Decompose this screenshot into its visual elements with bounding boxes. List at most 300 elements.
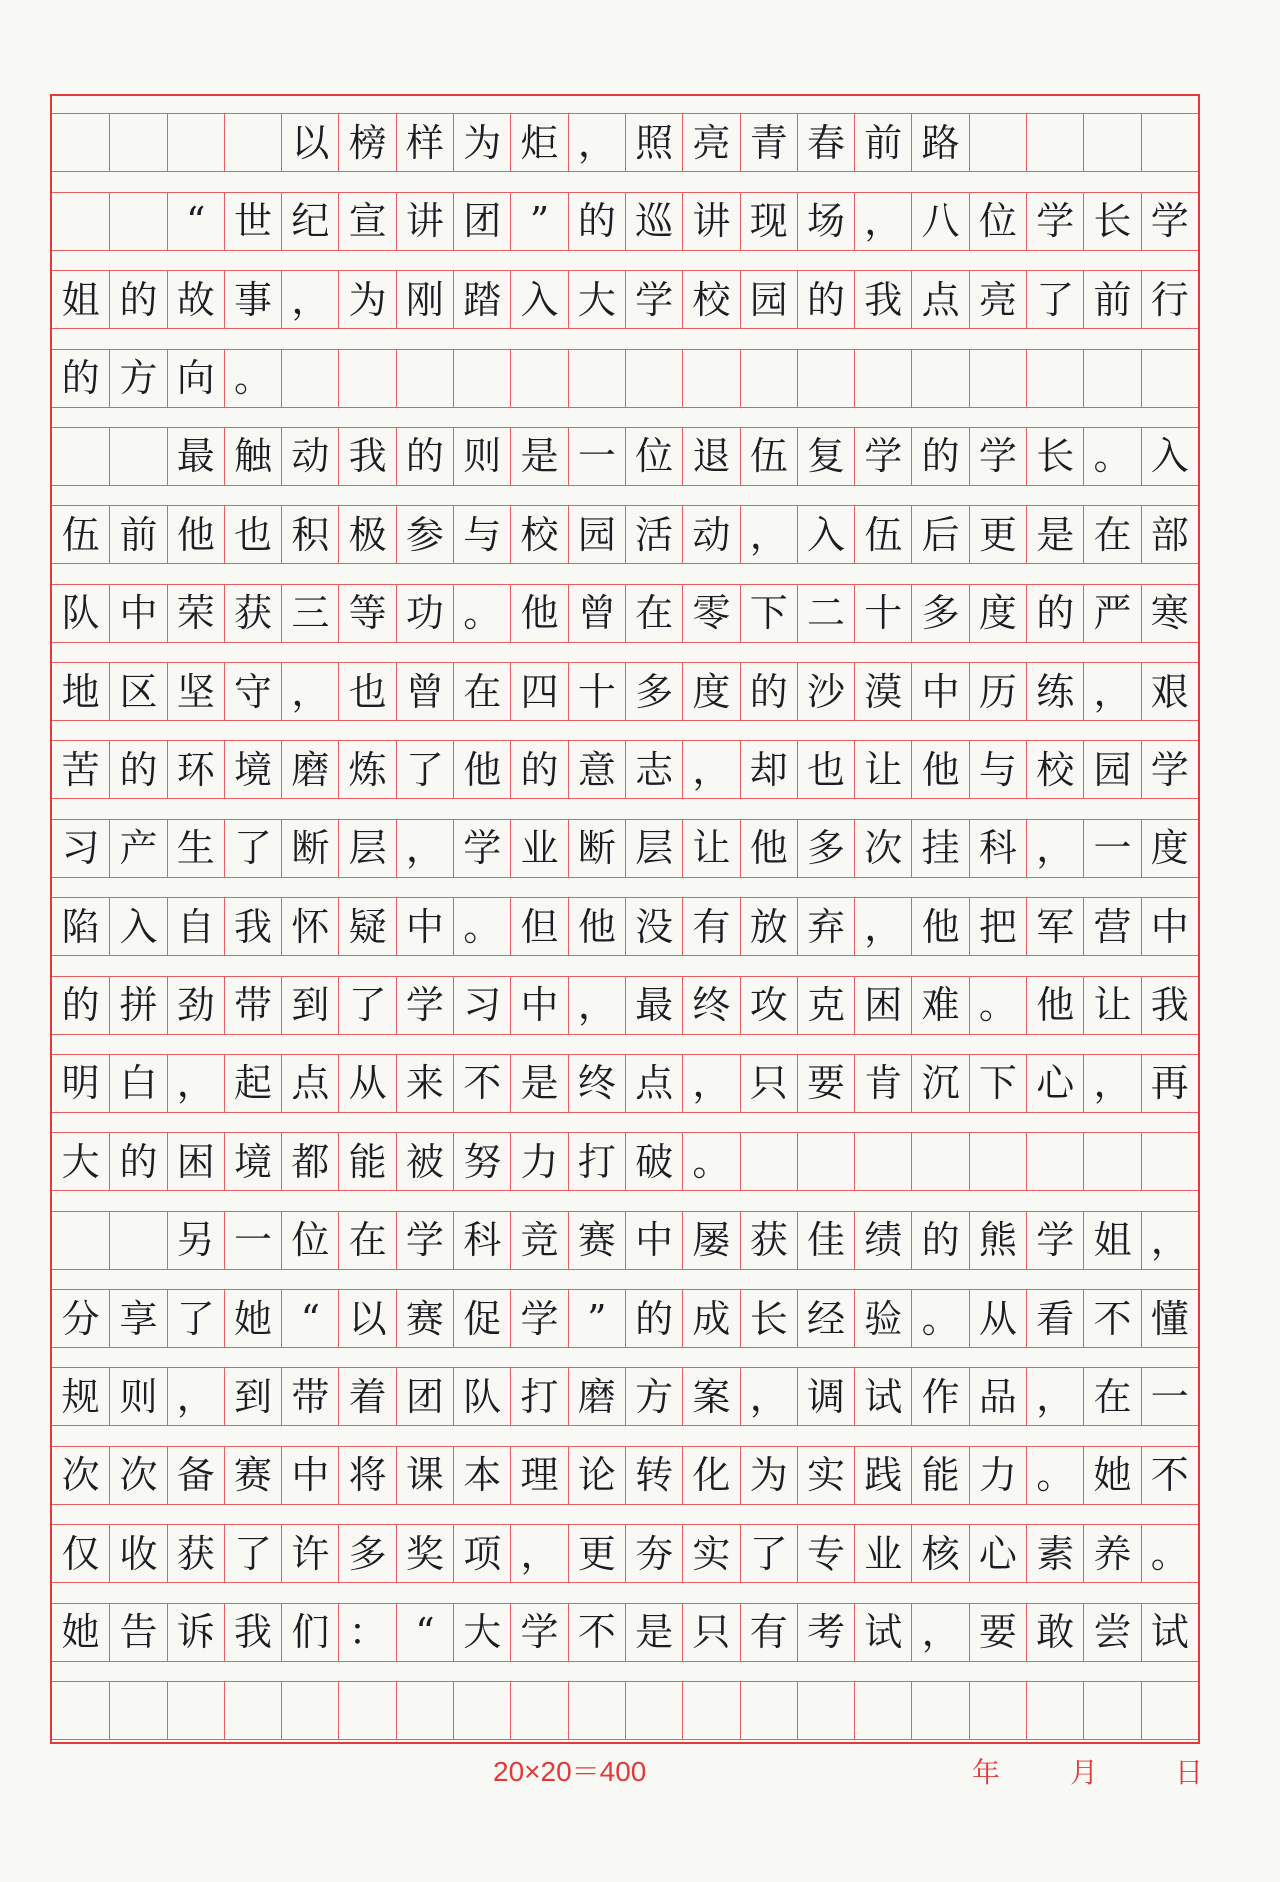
- grid-cell: 艰: [1141, 663, 1198, 720]
- grid-cell: 伍: [854, 506, 911, 563]
- grid-cell: 挂: [911, 820, 968, 877]
- grid-cell: [969, 1682, 1026, 1739]
- grid-row: [52, 819, 1198, 878]
- grid-cell: 意: [568, 741, 625, 798]
- grid-cell: [52, 428, 109, 485]
- grid-cell: ，: [281, 663, 338, 720]
- grid-cell: 更: [969, 506, 1026, 563]
- grid-cell: ，: [568, 114, 625, 171]
- grid-cell: 四: [510, 663, 567, 720]
- grid-cell: 沙: [797, 663, 854, 720]
- grid-cell: 位: [969, 193, 1026, 250]
- manuscript-grid: [50, 94, 1200, 1744]
- grid-cell: 没: [625, 898, 682, 955]
- grid-cell: 照: [625, 114, 682, 171]
- grid-cell: ，: [740, 1368, 797, 1425]
- grid-cell: 为: [338, 271, 395, 328]
- day-label: 日: [1175, 1756, 1204, 1789]
- grid-cell: 中: [396, 898, 453, 955]
- grid-cell: 园: [740, 271, 797, 328]
- grid-cell: 前: [854, 114, 911, 171]
- grid-cell: 炼: [338, 741, 395, 798]
- grid-cell: [167, 1682, 224, 1739]
- grid-cell: [1083, 1682, 1140, 1739]
- grid-cell: 她: [61, 1610, 100, 1655]
- grid-cell: 化: [682, 1447, 739, 1504]
- grid-cell: [109, 114, 166, 171]
- grid-row: [52, 1603, 1198, 1662]
- grid-cell: 他: [167, 506, 224, 563]
- grid-cell: 青: [740, 114, 797, 171]
- grid-cell: 多: [911, 585, 968, 642]
- grid-cell: 位: [625, 428, 682, 485]
- grid-cell: 践: [854, 1447, 911, 1504]
- grid-cell: 严: [1083, 585, 1140, 642]
- grid-cell: [224, 1682, 281, 1739]
- grid-cell: 度: [682, 663, 739, 720]
- grid-row: [52, 192, 1198, 251]
- grid-cell: ，: [1026, 820, 1083, 877]
- grid-cell: 的: [61, 983, 100, 1028]
- grid-cell: 分: [61, 1296, 100, 1341]
- grid-cell: 将: [338, 1447, 395, 1504]
- grid-cell: 断: [568, 820, 625, 877]
- grid-cell: 境: [224, 1133, 281, 1190]
- grid-cell: 能: [911, 1447, 968, 1504]
- grid-cell: [1026, 1682, 1083, 1739]
- grid-cell: 位: [281, 1212, 338, 1269]
- grid-cell: 。: [453, 898, 510, 955]
- grid-row: [52, 1681, 1198, 1740]
- grid-cell: 在: [453, 663, 510, 720]
- grid-cell: 难: [911, 977, 968, 1034]
- grid-cell: 伍: [740, 428, 797, 485]
- grid-cell: 营: [1083, 898, 1140, 955]
- grid-cell: 练: [1026, 663, 1083, 720]
- grid-cell: 有: [740, 1604, 797, 1661]
- grid-cell: 的: [61, 356, 100, 401]
- grid-cell: 验: [854, 1290, 911, 1347]
- grid-row: [52, 740, 1198, 799]
- grid-cell: 他: [1026, 977, 1083, 1034]
- grid-cell: 只: [740, 1055, 797, 1112]
- grid-cell: 项: [453, 1525, 510, 1582]
- grid-cell: ，: [854, 898, 911, 955]
- grid-cell: 疑: [338, 898, 395, 955]
- grid-cell: 明: [61, 1061, 100, 1106]
- grid-cell: 历: [969, 663, 1026, 720]
- grid-cell: ”: [510, 193, 567, 250]
- grid-cell: 作: [911, 1368, 968, 1425]
- grid-cell: 在: [625, 585, 682, 642]
- grid-cell: 磨: [568, 1368, 625, 1425]
- grid-cell: 是: [510, 1055, 567, 1112]
- grid-cell: 一: [224, 1212, 281, 1269]
- grid-row: [52, 584, 1198, 643]
- grid-cell: 中: [109, 585, 166, 642]
- grid-cell: 我: [224, 898, 281, 955]
- grid-cell: 度: [1141, 820, 1198, 877]
- grid-cell: 在: [338, 1212, 395, 1269]
- grid-cell: 学: [396, 977, 453, 1034]
- grid-cell: “: [396, 1604, 453, 1661]
- grid-cell: 一: [1141, 1368, 1198, 1425]
- grid-cell: 事: [224, 271, 281, 328]
- grid-cell: 次: [109, 1447, 166, 1504]
- grid-cell: [969, 1133, 1026, 1190]
- grid-cell: 到: [281, 977, 338, 1034]
- grid-cell: 伍: [61, 512, 100, 557]
- grid-cell: 素: [1026, 1525, 1083, 1582]
- grid-cell: 的: [109, 1133, 166, 1190]
- grid-cell: 。: [969, 977, 1026, 1034]
- grid-cell: ，: [682, 741, 739, 798]
- grid-cell: [1026, 114, 1083, 171]
- grid-cell: ，: [1141, 1212, 1198, 1269]
- grid-row: [52, 113, 1198, 172]
- grid-cell: 极: [338, 506, 395, 563]
- grid-cell: [1083, 1133, 1140, 1190]
- grid-cell: [52, 193, 109, 250]
- grid-cell: 的: [109, 271, 166, 328]
- grid-cell: 。: [224, 350, 281, 407]
- grid-cell: ，: [1026, 1368, 1083, 1425]
- grid-cell: [224, 114, 281, 171]
- grid-row: [52, 1524, 1198, 1583]
- grid-cell: [797, 350, 854, 407]
- grid-cell: 多: [797, 820, 854, 877]
- grid-cell: 带: [224, 977, 281, 1034]
- grid-cell: 是: [625, 1604, 682, 1661]
- grid-cell: 被: [396, 1133, 453, 1190]
- grid-cell: [911, 350, 968, 407]
- grid-cell: 实: [682, 1525, 739, 1582]
- grid-cell: 怀: [281, 898, 338, 955]
- grid-cell: 区: [109, 663, 166, 720]
- grid-cell: 中: [1141, 898, 1198, 955]
- grid-cell: ，: [167, 1055, 224, 1112]
- grid-cell: 自: [167, 898, 224, 955]
- year-label: 年: [972, 1756, 1001, 1789]
- grid-cell: [109, 1682, 166, 1739]
- grid-cell: [1141, 114, 1198, 171]
- grid-cell: 夯: [625, 1525, 682, 1582]
- grid-cell: 经: [797, 1290, 854, 1347]
- grid-cell: 复: [797, 428, 854, 485]
- grid-cell: 试: [854, 1368, 911, 1425]
- grid-cell: 苦: [61, 747, 100, 792]
- grid-cell: 学: [625, 271, 682, 328]
- grid-cell: 也: [338, 663, 395, 720]
- grid-cell: 不: [453, 1055, 510, 1112]
- grid-cell: [510, 1682, 567, 1739]
- grid-cell: 。: [911, 1290, 968, 1347]
- grid-cell: 心: [1026, 1055, 1083, 1112]
- grid-cell: 不: [1083, 1290, 1140, 1347]
- grid-cell: 活: [625, 506, 682, 563]
- grid-cell: 为: [740, 1447, 797, 1504]
- grid-cell: 退: [682, 428, 739, 485]
- grid-cell: [854, 1133, 911, 1190]
- grid-cell: 与: [453, 506, 510, 563]
- grid-cell: 守: [224, 663, 281, 720]
- grid-cell: 八: [911, 193, 968, 250]
- grid-cell: 校: [682, 271, 739, 328]
- grid-cell: 巡: [625, 193, 682, 250]
- grid-row: [52, 662, 1198, 721]
- grid-cell: 成: [682, 1290, 739, 1347]
- grid-cell: 方: [625, 1368, 682, 1425]
- grid-cell: 为: [453, 114, 510, 171]
- grid-cell: 在: [1083, 506, 1140, 563]
- grid-cell: ，: [740, 506, 797, 563]
- grid-cell: 的: [797, 271, 854, 328]
- grid-cell: 不: [568, 1604, 625, 1661]
- grid-cell: 赛: [568, 1212, 625, 1269]
- grid-cell: 是: [510, 428, 567, 485]
- grid-cell: 一: [568, 428, 625, 485]
- grid-cell: [969, 350, 1026, 407]
- grid-cell: 也: [797, 741, 854, 798]
- grid-cell: 破: [625, 1133, 682, 1190]
- grid-cell: 志: [625, 741, 682, 798]
- grid-cell: 调: [797, 1368, 854, 1425]
- grid-cell: 赛: [396, 1290, 453, 1347]
- grid-cell: 了: [224, 1525, 281, 1582]
- grid-cell: 看: [1026, 1290, 1083, 1347]
- grid-cell: 一: [1083, 820, 1140, 877]
- grid-cell: [1141, 350, 1198, 407]
- grid-cell: 学: [1026, 193, 1083, 250]
- grid-cell: 但: [510, 898, 567, 955]
- grid-cell: ，: [854, 193, 911, 250]
- grid-cell: [1141, 1133, 1198, 1190]
- grid-cell: 课: [396, 1447, 453, 1504]
- grid-cell: [109, 428, 166, 485]
- grid-cell: 到: [224, 1368, 281, 1425]
- grid-cell: 的: [510, 741, 567, 798]
- grid-cell: [740, 1133, 797, 1190]
- grid-cell: 劲: [167, 977, 224, 1034]
- grid-cell: [911, 1682, 968, 1739]
- grid-cell: 获: [740, 1212, 797, 1269]
- grid-cell: 大: [61, 1139, 100, 1184]
- grid-cell: 业: [854, 1525, 911, 1582]
- grid-cell: 故: [167, 271, 224, 328]
- grid-cell: 大: [453, 1604, 510, 1661]
- grid-cell: 十: [854, 585, 911, 642]
- grid-cell: 赛: [224, 1447, 281, 1504]
- grid-cell: 绩: [854, 1212, 911, 1269]
- grid-cell: 与: [969, 741, 1026, 798]
- grid-cell: 十: [568, 663, 625, 720]
- grid-cell: 纪: [281, 193, 338, 250]
- grid-cell: 尝: [1083, 1604, 1140, 1661]
- grid-cell: [969, 114, 1026, 171]
- grid-cell: 积: [281, 506, 338, 563]
- grid-cell: 他: [911, 898, 968, 955]
- grid-cell: 点: [911, 271, 968, 328]
- grid-cell: 样: [396, 114, 453, 171]
- grid-cell: 他: [510, 585, 567, 642]
- grid-cell: 路: [911, 114, 968, 171]
- grid-count-label: 20×20＝400: [493, 1756, 647, 1787]
- grid-cell: 了: [167, 1290, 224, 1347]
- grid-cell: 了: [396, 741, 453, 798]
- grid-cell: 三: [281, 585, 338, 642]
- grid-cell: 队: [61, 591, 100, 636]
- grid-cell: 们: [281, 1604, 338, 1661]
- grid-cell: 案: [682, 1368, 739, 1425]
- grid-cell: 中: [625, 1212, 682, 1269]
- grid-cell: 学: [510, 1290, 567, 1347]
- grid-cell: “: [167, 193, 224, 250]
- grid-cell: 则: [453, 428, 510, 485]
- grid-cell: 要: [797, 1055, 854, 1112]
- grid-row: [52, 270, 1198, 329]
- grid-cell: 肯: [854, 1055, 911, 1112]
- grid-cell: 本: [453, 1447, 510, 1504]
- grid-cell: 次: [61, 1453, 100, 1498]
- grid-cell: 长: [1083, 193, 1140, 250]
- grid-cell: 最: [167, 428, 224, 485]
- grid-cell: 大: [568, 271, 625, 328]
- grid-cell: 不: [1141, 1447, 1198, 1504]
- grid-cell: 动: [682, 506, 739, 563]
- grid-cell: 炬: [510, 114, 567, 171]
- grid-cell: 行: [1141, 271, 1198, 328]
- grid-cell: 着: [338, 1368, 395, 1425]
- grid-cell: 核: [911, 1525, 968, 1582]
- grid-cell: 从: [338, 1055, 395, 1112]
- grid-cell: 方: [109, 350, 166, 407]
- grid-cell: 是: [1026, 506, 1083, 563]
- grid-cell: 佳: [797, 1212, 854, 1269]
- grid-cell: ，: [1083, 663, 1140, 720]
- grid-cell: 他: [453, 741, 510, 798]
- grid-cell: 获: [167, 1525, 224, 1582]
- grid-cell: 多: [625, 663, 682, 720]
- grid-cell: 多: [338, 1525, 395, 1582]
- grid-cell: ，: [510, 1525, 567, 1582]
- grid-cell: [52, 114, 109, 171]
- grid-cell: [740, 1682, 797, 1739]
- grid-cell: 姐: [61, 277, 100, 322]
- grid-cell: 现: [740, 193, 797, 250]
- grid-cell: 白: [109, 1055, 166, 1112]
- grid-cell: 。: [453, 585, 510, 642]
- grid-cell: [167, 114, 224, 171]
- grid-cell: 。: [1026, 1447, 1083, 1504]
- grid-cell: 科: [969, 820, 1026, 877]
- grid-cell: 他: [568, 898, 625, 955]
- grid-cell: [625, 1682, 682, 1739]
- grid-cell: 让: [1083, 977, 1140, 1034]
- grid-cell: 入: [797, 506, 854, 563]
- grid-cell: ，: [568, 977, 625, 1034]
- grid-cell: 学: [1141, 741, 1198, 798]
- grid-cell: 曾: [396, 663, 453, 720]
- grid-cell: [109, 193, 166, 250]
- grid-cell: 入: [510, 271, 567, 328]
- grid-cell: 论: [568, 1447, 625, 1504]
- grid-cell: 有: [682, 898, 739, 955]
- grid-cell: 中: [510, 977, 567, 1034]
- grid-cell: 力: [510, 1133, 567, 1190]
- grid-cell: [568, 350, 625, 407]
- grid-cell: 了: [1026, 271, 1083, 328]
- grid-cell: 诉: [167, 1604, 224, 1661]
- grid-cell: 校: [510, 506, 567, 563]
- grid-cell: 他: [911, 741, 968, 798]
- grid-cell: 习: [453, 977, 510, 1034]
- grid-cell: 起: [224, 1055, 281, 1112]
- grid-cell: 困: [854, 977, 911, 1034]
- grid-cell: 转: [625, 1447, 682, 1504]
- grid-cell: 的: [625, 1290, 682, 1347]
- grid-row: [52, 897, 1198, 956]
- grid-cell: [396, 1682, 453, 1739]
- grid-cell: 理: [510, 1447, 567, 1504]
- grid-cell: ，: [281, 271, 338, 328]
- grid-cell: 规: [61, 1374, 100, 1419]
- grid-cell: 更: [568, 1525, 625, 1582]
- grid-cell: 环: [167, 741, 224, 798]
- grid-cell: 告: [109, 1604, 166, 1661]
- grid-cell: 的: [396, 428, 453, 485]
- grid-cell: 的: [109, 741, 166, 798]
- grid-cell: [52, 1682, 109, 1739]
- grid-cell: 寒: [1141, 585, 1198, 642]
- grid-cell: 点: [281, 1055, 338, 1112]
- grid-cell: 参: [396, 506, 453, 563]
- grid-cell: 来: [396, 1055, 453, 1112]
- grid-cell: [911, 1133, 968, 1190]
- grid-cell: 队: [453, 1368, 510, 1425]
- grid-row: [52, 1132, 1198, 1191]
- grid-cell: 则: [109, 1368, 166, 1425]
- grid-cell: 终: [682, 977, 739, 1034]
- grid-cell: [281, 1682, 338, 1739]
- grid-cell: 屡: [682, 1212, 739, 1269]
- grid-cell: [338, 350, 395, 407]
- grid-cell: 让: [682, 820, 739, 877]
- grid-cell: 度: [969, 585, 1026, 642]
- grid-cell: 军: [1026, 898, 1083, 955]
- grid-cell: ，: [682, 1055, 739, 1112]
- grid-cell: 园: [1083, 741, 1140, 798]
- grid-cell: 备: [167, 1447, 224, 1504]
- grid-cell: 专: [797, 1525, 854, 1582]
- grid-cell: [797, 1133, 854, 1190]
- grid-cell: [854, 350, 911, 407]
- grid-cell: 她: [1083, 1447, 1140, 1504]
- grid-cell: 习: [61, 826, 100, 871]
- grid-cell: [453, 1682, 510, 1739]
- grid-cell: 另: [167, 1212, 224, 1269]
- grid-cell: 把: [969, 898, 1026, 955]
- grid-cell: 带: [281, 1368, 338, 1425]
- grid-cell: 二: [797, 585, 854, 642]
- grid-cell: 只: [682, 1604, 739, 1661]
- grid-cell: 收: [109, 1525, 166, 1582]
- grid-cell: 点: [625, 1055, 682, 1112]
- grid-cell: 。: [1141, 1525, 1198, 1582]
- grid-cell: 榜: [338, 114, 395, 171]
- grid-cell: 弃: [797, 898, 854, 955]
- grid-cell: 功: [396, 585, 453, 642]
- grid-cell: 的: [911, 1212, 968, 1269]
